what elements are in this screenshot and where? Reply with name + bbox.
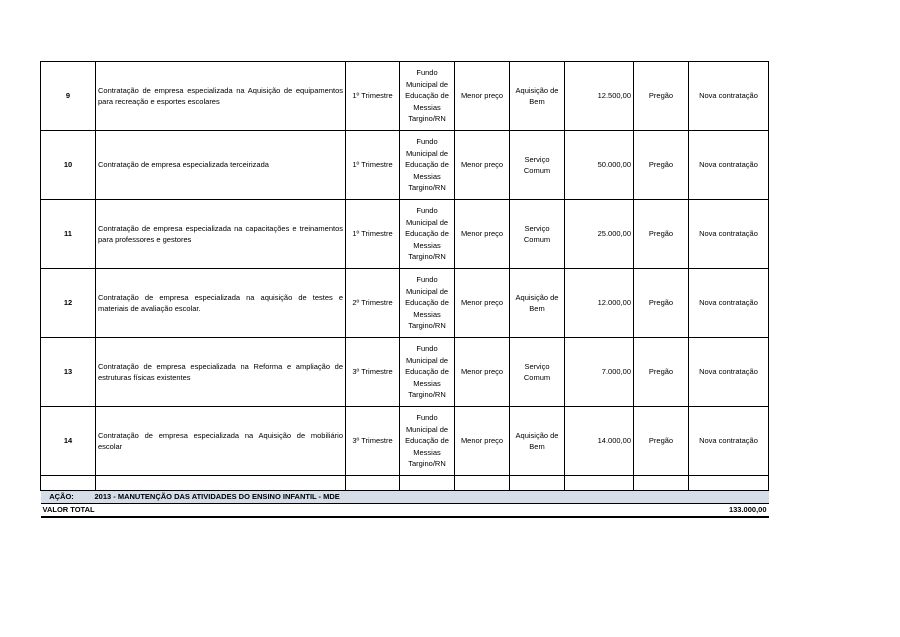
item-status: Nova contratação	[689, 200, 769, 269]
item-period: 3º Trimestre	[346, 407, 400, 476]
item-description: Contratação de empresa especializada na Aquisição de mobiliário escolar	[96, 407, 346, 476]
item-number: 13	[41, 338, 96, 407]
total-row	[41, 504, 769, 518]
item-funding-source: Fundo Municipal de Educação de Messias Targino/RN	[400, 62, 455, 131]
item-type: Serviço Comum	[510, 200, 565, 269]
table-row	[41, 131, 769, 200]
item-modality: Pregão	[634, 200, 689, 269]
item-period: 1º Trimestre	[346, 200, 400, 269]
item-criteria: Menor preço	[455, 131, 510, 200]
empty-row	[41, 476, 769, 491]
item-type: Aquisição de Bem	[510, 269, 565, 338]
item-criteria: Menor preço	[455, 62, 510, 131]
table-row	[41, 407, 769, 476]
item-number: 9	[41, 62, 96, 131]
total-label: VALOR TOTAL	[41, 504, 689, 518]
procurement-table	[40, 61, 769, 518]
item-number: 14	[41, 407, 96, 476]
item-description: Contratação de empresa especializada na Aquisição de equipamentos para recreação e esportes escolares	[96, 62, 346, 131]
item-status: Nova contratação	[689, 338, 769, 407]
acao-label: AÇÃO:	[49, 492, 74, 502]
item-criteria: Menor preço	[455, 407, 510, 476]
item-modality: Pregão	[634, 62, 689, 131]
acao-text: 2013 - MANUTENÇÃO DAS ATIVIDADES DO ENSINO INFANTIL - MDE	[94, 492, 340, 502]
item-period: 2º Trimestre	[346, 269, 400, 338]
item-modality: Pregão	[634, 338, 689, 407]
item-value: 12.000,00	[565, 269, 634, 338]
item-number: 12	[41, 269, 96, 338]
item-funding-source: Fundo Municipal de Educação de Messias Targino/RN	[400, 131, 455, 200]
item-type: Serviço Comum	[510, 131, 565, 200]
item-value: 25.000,00	[565, 200, 634, 269]
table-row	[41, 200, 769, 269]
item-funding-source: Fundo Municipal de Educação de Messias Targino/RN	[400, 407, 455, 476]
item-modality: Pregão	[634, 131, 689, 200]
item-criteria: Menor preço	[455, 338, 510, 407]
table-row	[41, 269, 769, 338]
item-description: Contratação de empresa especializada na Reforma e ampliação de estruturas físicas existentes	[96, 338, 346, 407]
item-period: 1º Trimestre	[346, 131, 400, 200]
item-number: 10	[41, 131, 96, 200]
item-criteria: Menor preço	[455, 269, 510, 338]
item-status: Nova contratação	[689, 407, 769, 476]
table-body	[41, 62, 769, 476]
item-type: Aquisição de Bem	[510, 62, 565, 131]
item-description: Contratação de empresa especializada na capacitações e treinamentos para professores e gestores	[96, 200, 346, 269]
item-status: Nova contratação	[689, 269, 769, 338]
table-row	[41, 338, 769, 407]
item-number: 11	[41, 200, 96, 269]
item-type: Serviço Comum	[510, 338, 565, 407]
item-status: Nova contratação	[689, 62, 769, 131]
item-description: Contratação de empresa especializada terceirizada	[96, 131, 346, 200]
item-funding-source: Fundo Municipal de Educação de Messias Targino/RN	[400, 200, 455, 269]
item-value: 50.000,00	[565, 131, 634, 200]
item-funding-source: Fundo Municipal de Educação de Messias Targino/RN	[400, 338, 455, 407]
table-row	[41, 62, 769, 131]
item-modality: Pregão	[634, 269, 689, 338]
item-description: Contratação de empresa especializada na aquisição de testes e materiais de avaliação escolar.	[96, 269, 346, 338]
item-period: 3º Trimestre	[346, 338, 400, 407]
item-modality: Pregão	[634, 407, 689, 476]
item-value: 7.000,00	[565, 338, 634, 407]
acao-row	[41, 491, 769, 504]
total-value: 133.000,00	[689, 504, 769, 518]
item-status: Nova contratação	[689, 131, 769, 200]
item-period: 1º Trimestre	[346, 62, 400, 131]
item-funding-source: Fundo Municipal de Educação de Messias Targino/RN	[400, 269, 455, 338]
item-value: 12.500,00	[565, 62, 634, 131]
item-value: 14.000,00	[565, 407, 634, 476]
item-type: Aquisição de Bem	[510, 407, 565, 476]
item-criteria: Menor preço	[455, 200, 510, 269]
